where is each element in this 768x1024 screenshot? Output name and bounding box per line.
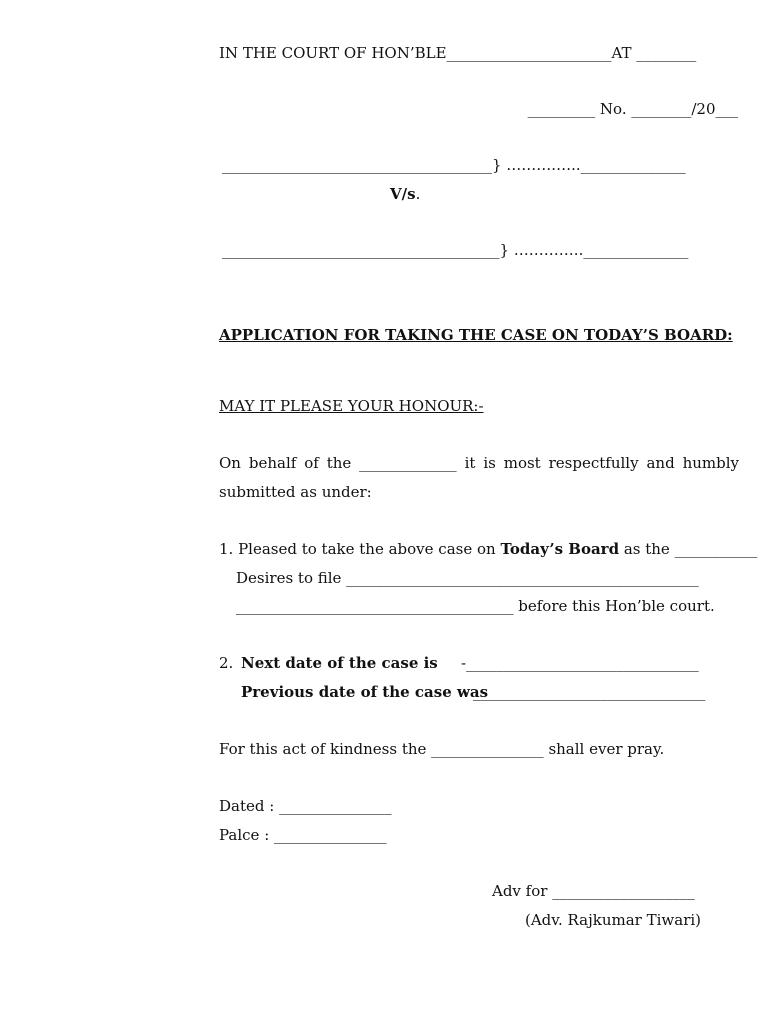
intro-line-1: On behalf of the _____________ it is most respectfully and humbly bbox=[219, 454, 739, 472]
salutation: MAY IT PLEASE YOUR HONOUR:- bbox=[219, 397, 484, 415]
point-2-number: 2. bbox=[219, 654, 234, 672]
petitioner-line: ____________________________________} ……….…..______________ bbox=[222, 156, 686, 174]
previous-date-label: Previous date of the case was bbox=[241, 683, 489, 701]
place-line: Palce : _______________ bbox=[219, 826, 387, 844]
advocate-for-line: Adv for ___________________ bbox=[492, 882, 695, 900]
respondent-line: _____________________________________} …………..______________ bbox=[222, 241, 689, 259]
case-number-line: _________ No. ________/20___ bbox=[527, 100, 738, 118]
prayer-line: For this act of kindness the _______________ shall ever pray. bbox=[219, 740, 665, 758]
previous-date-fill: - _______________________________ bbox=[463, 683, 706, 701]
point-1-line-2: Desires to file _______________________________________________ bbox=[236, 569, 699, 587]
advocate-name: (Adv. Rajkumar Tiwari) bbox=[525, 911, 702, 929]
next-date-fill: -_______________________________ bbox=[461, 654, 699, 672]
versus-label: V/s. bbox=[390, 185, 421, 203]
intro-line-2: submitted as under: bbox=[219, 483, 372, 501]
point-1-line-1: 1. Pleased to take the above case on Today’s Board as the ___________ bbox=[219, 540, 758, 558]
dated-line: Dated : _______________ bbox=[219, 797, 392, 815]
next-date-label: Next date of the case is bbox=[241, 654, 438, 672]
application-title: APPLICATION FOR TAKING THE CASE ON TODAY’S BOARD: bbox=[219, 326, 733, 344]
court-heading: IN THE COURT OF HON’BLE______________________AT ________ bbox=[219, 44, 697, 62]
point-1-line-3: _____________________________________ before this Hon’ble court. bbox=[236, 597, 715, 615]
todays-board-text: Today’s Board bbox=[500, 540, 620, 558]
